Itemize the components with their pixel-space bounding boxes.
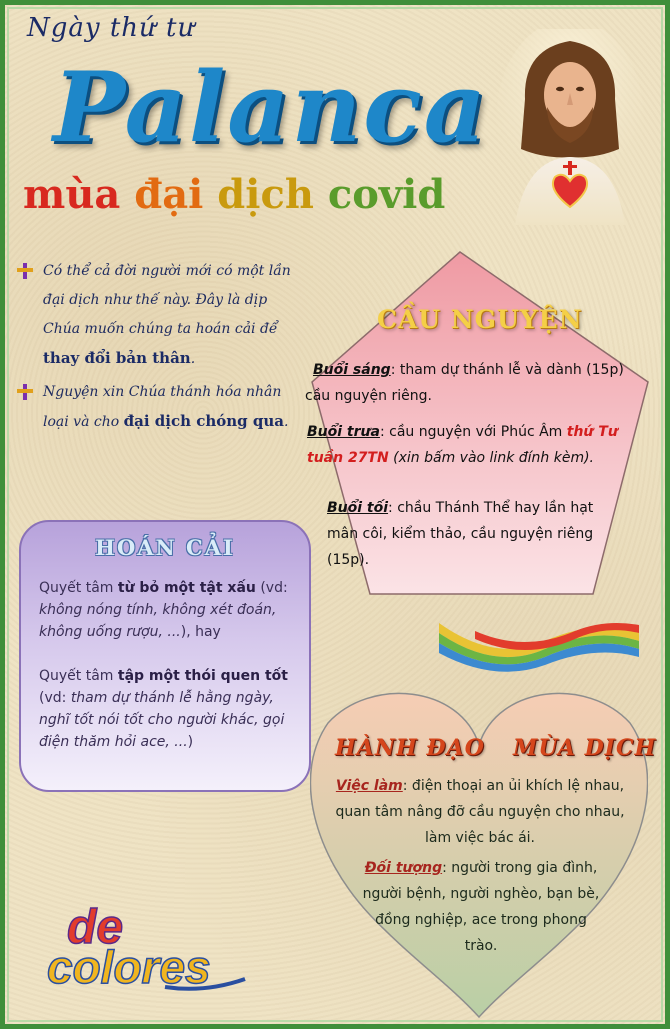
evening-text: : chầu Thánh Thể hay lần hạt mân côi, kiểm thảo, cầu nguyện riêng (15p). <box>327 500 594 568</box>
line1-prefix: Quyết tâm <box>39 580 118 596</box>
action-title-left: HÀNH ĐẠO <box>335 735 485 761</box>
action-target <box>357 855 605 959</box>
line2-bold: tập một thói quen tốt <box>117 668 288 684</box>
work-text: : điện thoại an ủi khích lệ nhau, quan tâm nâng đỡ cầu nguyện cho nhau, làm việc bác ái. <box>335 778 625 846</box>
list-item <box>17 257 307 374</box>
action-title-right: MÙA DỊCH <box>513 735 657 761</box>
target-text: : người trong gia đình, người bệnh, người nghèo, bạn bè, đồng nghiệp, ace trong phong trào. <box>362 860 600 954</box>
line2-examples: tham dự thánh lễ hằng ngày, nghĩ tốt nói tốt cho người khác, gọi điện thăm hỏi ace, ... <box>39 690 285 750</box>
prayer-noon <box>307 419 637 471</box>
cross-bullet-icon <box>17 384 33 400</box>
conversion-line-2 <box>39 665 297 753</box>
subtitle <box>23 171 445 218</box>
conversion-line-1 <box>39 577 297 643</box>
bullet-emphasis: thay đổi bản thân <box>43 349 191 367</box>
ribbon-wave-icon <box>435 613 643 673</box>
de-colores-logo <box>45 903 255 993</box>
line1-suffix: (vd: <box>255 580 288 596</box>
line2-end: ) <box>187 734 194 750</box>
bullet-emphasis: đại dịch chóng qua <box>123 412 284 430</box>
action-work <box>327 773 633 851</box>
prayer-morning <box>305 357 635 409</box>
work-label: Việc làm <box>335 778 403 794</box>
main-title: Palanca <box>53 51 488 164</box>
subtitle-word: covid <box>327 171 446 218</box>
logo-line-1: de <box>67 903 124 954</box>
subtitle-word: đại <box>134 171 204 218</box>
prayer-evening <box>327 495 597 573</box>
intro-bullets <box>17 257 307 441</box>
line1-bold: từ bỏ một tật xấu <box>117 580 256 596</box>
subtitle-word: dịch <box>217 171 314 218</box>
line1-end: ), hay <box>180 624 221 640</box>
list-item <box>17 378 307 437</box>
line2-open: (vd: <box>39 690 71 706</box>
subtitle-word: mùa <box>23 171 121 218</box>
bullet-text: Nguyện xin Chúa thánh hóa nhân loại và cho <box>43 384 282 430</box>
morning-text: : tham dự thánh lễ và dành (15p) cầu nguyện riêng. <box>305 362 624 404</box>
jesus-portrait <box>495 29 645 225</box>
bullet-end: . <box>190 351 196 367</box>
noon-label: Buổi trưa <box>307 424 380 440</box>
bullet-text: Có thể cả đời người mới có một lần đại dịch như thế này. Đây là dịp Chúa muốn chúng ta hoán cải để <box>43 263 291 337</box>
target-label: Đối tượng <box>364 860 443 876</box>
day-title: Ngày thứ tư <box>27 13 196 43</box>
noon-note: (xin bấm vào link đính kèm). <box>388 450 594 466</box>
line1-examples: không nóng tính, không xét đoán, không uống rượu, ... <box>39 602 277 640</box>
cross-bullet-icon <box>17 263 33 279</box>
logo-line-2: colores <box>47 941 211 993</box>
noon-text: : cầu nguyện với Phúc Âm <box>379 424 567 440</box>
morning-label: Buổi sáng <box>313 362 391 378</box>
prayer-title: CẦU NGUYỆN <box>377 305 583 334</box>
noon-gospel-link[interactable]: thứ Tư tuần 27TN <box>307 424 618 466</box>
line2-prefix: Quyết tâm <box>39 668 118 684</box>
bullet-end: . <box>284 414 289 430</box>
conversion-title: HOÁN CẢI <box>95 535 235 560</box>
evening-label: Buổi tối <box>327 500 389 516</box>
